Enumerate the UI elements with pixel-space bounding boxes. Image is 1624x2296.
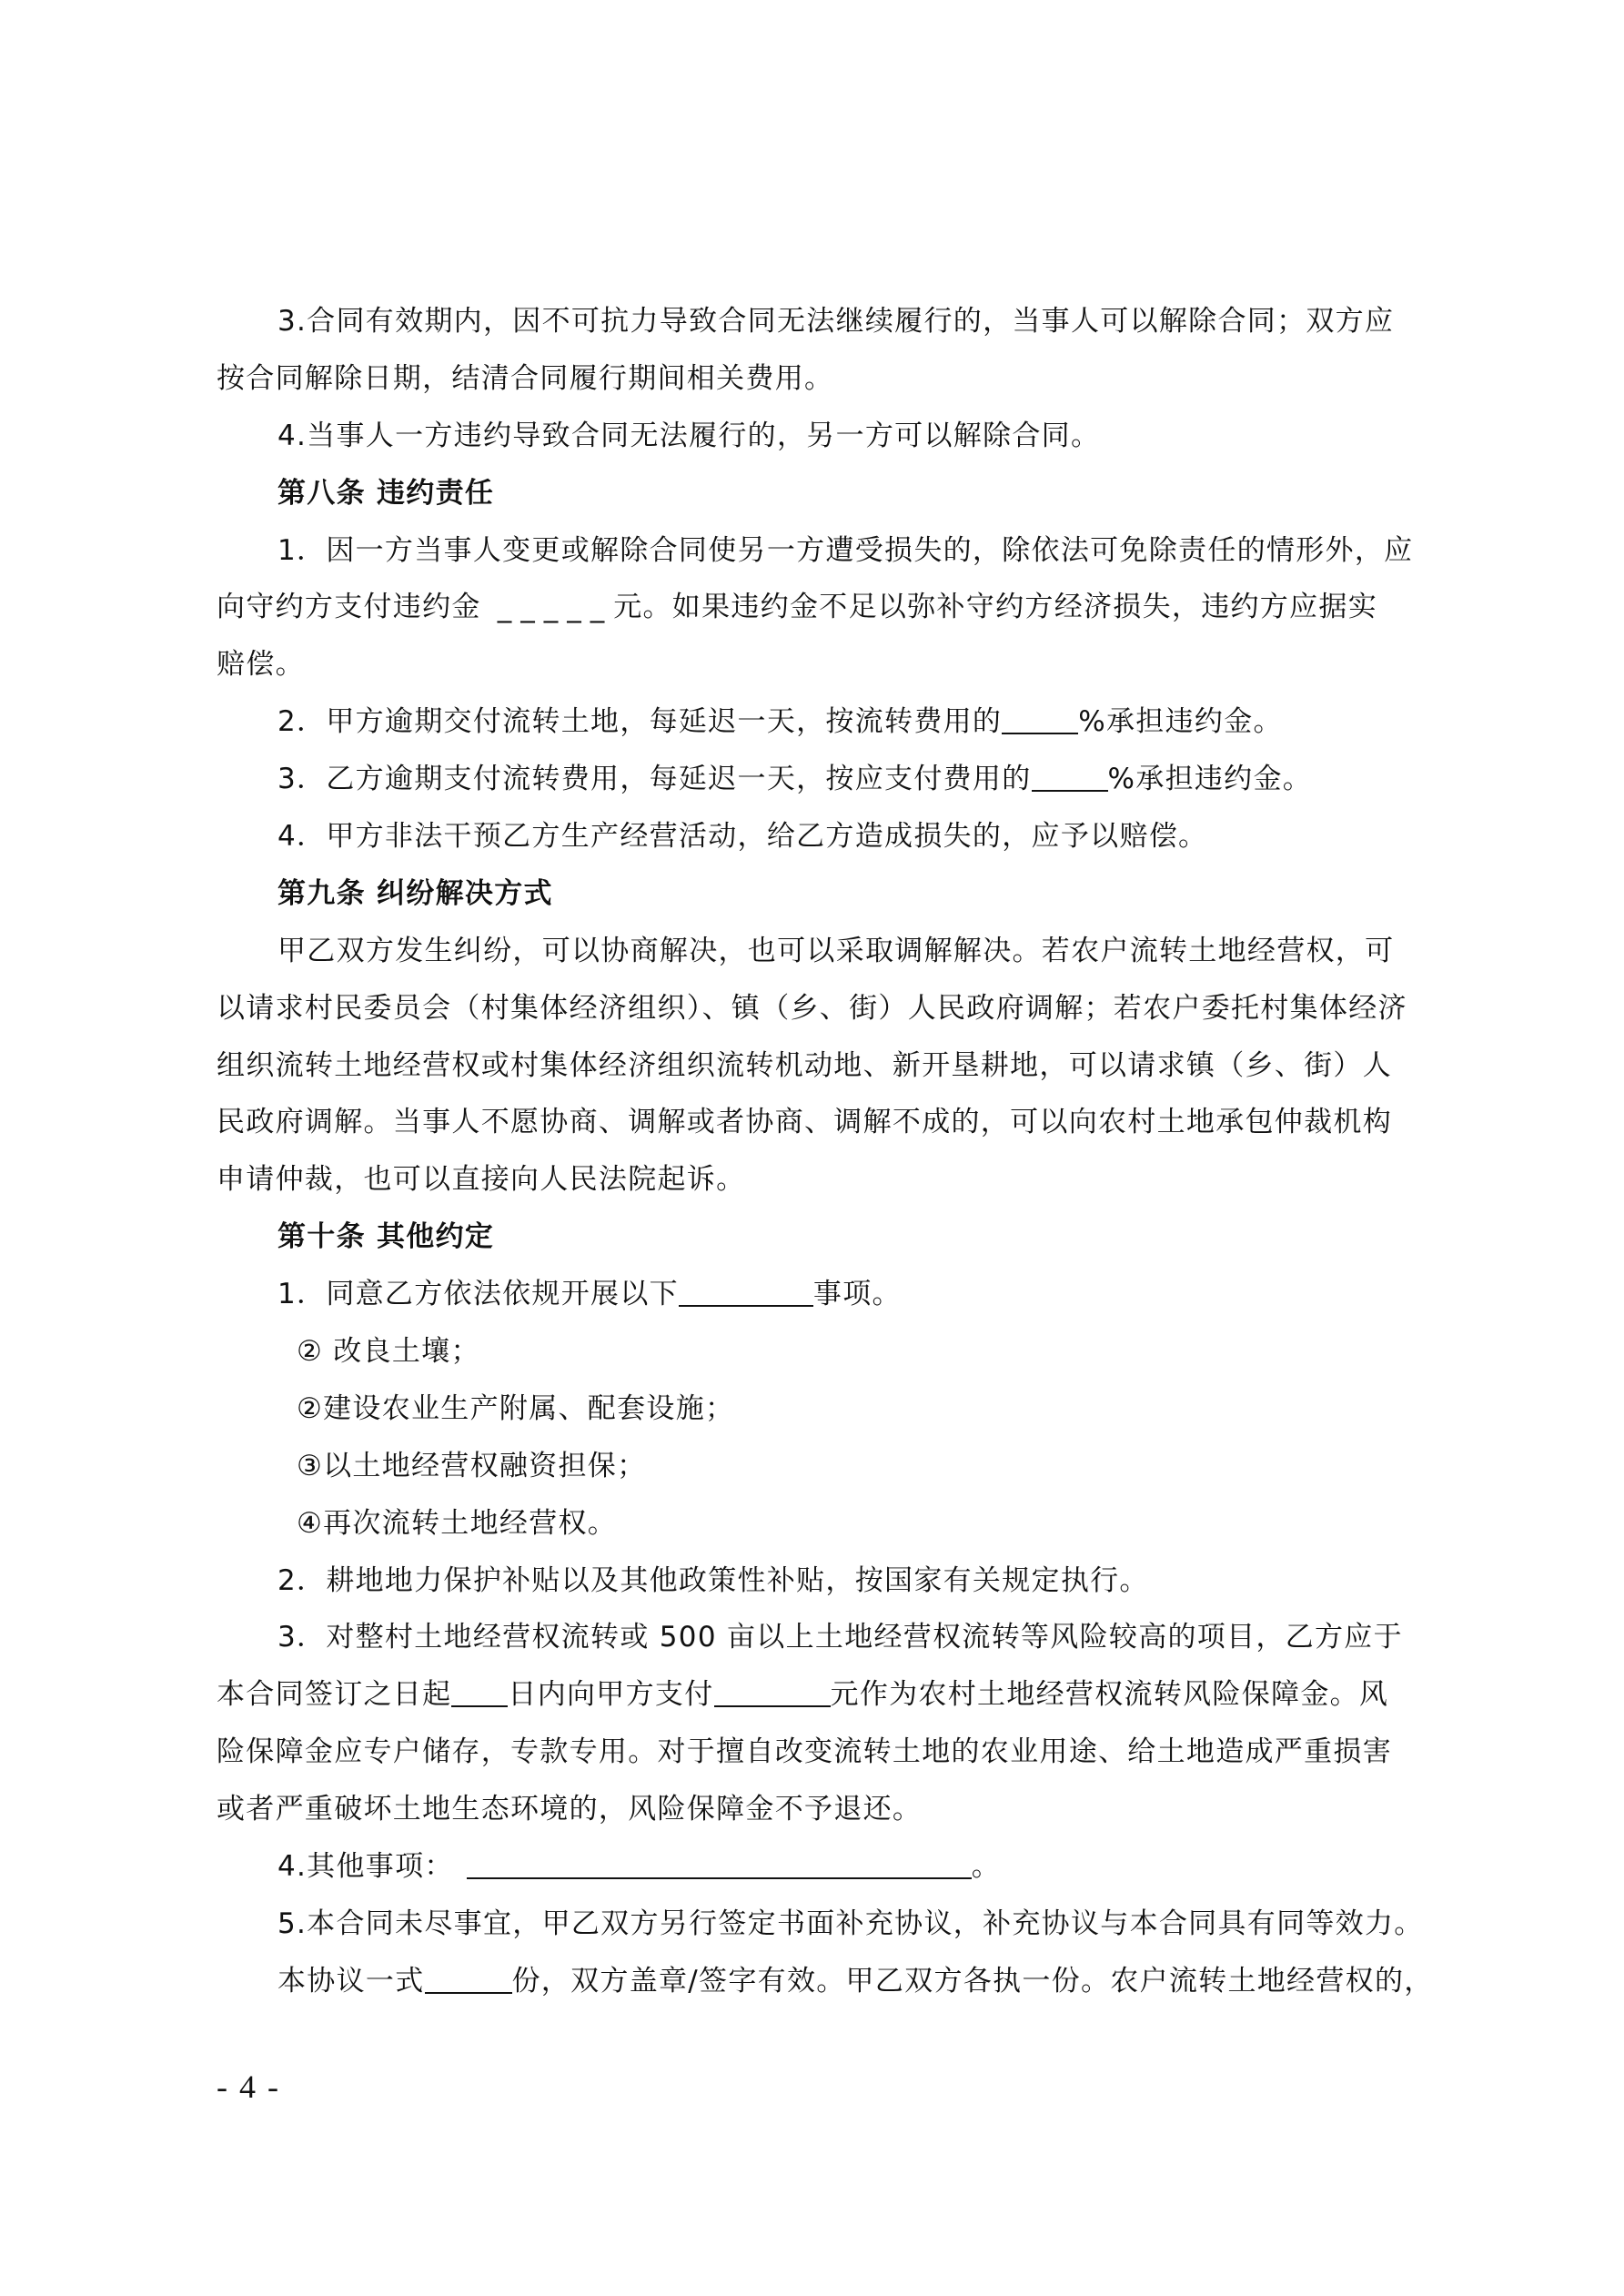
text-segment: 事项。 bbox=[812, 1278, 902, 1311]
paragraph-line: 4．甲方非法干预乙方生产经营活动，给乙方造成损失的，应予以赔偿。 bbox=[277, 820, 1208, 854]
paragraph-line bbox=[217, 1953, 1434, 2010]
paragraph-line: 4.当事人一方违约导致合同无法履行的，另一方可以解除合同。 bbox=[277, 419, 1101, 452]
text-segment: 1．同意乙方依法依规开展以下 bbox=[277, 1278, 679, 1311]
list-item: ③以土地经营权融资担保； bbox=[297, 1449, 647, 1482]
paragraph-line bbox=[217, 579, 1425, 636]
list-item: ②建设农业生产附属、配套设施； bbox=[297, 1391, 735, 1425]
paragraph-line: 或者严重破坏土地生态环境的，风险保障金不予退还。 bbox=[217, 1793, 923, 1826]
text-segment: 3．乙方逾期支付流转费用，每延迟一天，按应支付费用的 bbox=[277, 763, 1032, 796]
paragraph-line: 5.本合同未尽事宜，甲乙双方另行签定书面补充协议，补充协议与本合同具有同等效力。 bbox=[277, 1907, 1424, 1940]
paragraph-line bbox=[217, 693, 1425, 751]
text-segment: 本协议一式 bbox=[277, 1964, 425, 1998]
amount-blank bbox=[714, 1674, 831, 1707]
text-segment: 4.其他事项： bbox=[277, 1850, 454, 1884]
paragraph-line: 3．对整村土地经营权流转或 500 亩以上土地经营权流转等风险较高的项目，乙方应于 bbox=[277, 1621, 1403, 1654]
paragraph-line: 以请求村民委员会（村集体经济组织）、镇（乡、街）人民政府调解；若农户委托村集体经济 bbox=[217, 991, 1407, 1025]
penalty-amount-blank: _____ bbox=[497, 591, 614, 624]
paragraph-line: 按合同解除日期，结清合同履行期间相关费用。 bbox=[217, 361, 834, 395]
percent-blank bbox=[1032, 759, 1108, 792]
matters-blank bbox=[679, 1274, 813, 1307]
paragraph-line: 民政府调解。当事人不愿协商、调解或者协商、调解不成的，可以向农村土地承包仲裁机构 bbox=[217, 1106, 1392, 1139]
paragraph-line: 险保障金应专户储存，专款专用。对于擅自改变流转土地的农业用途、给土地造成严重损害 bbox=[217, 1735, 1392, 1769]
copies-blank bbox=[425, 1961, 512, 1994]
text-segment: 2．甲方逾期交付流转土地，每延迟一天，按流转费用的 bbox=[277, 705, 1003, 739]
section-heading-article-9: 第九条 纠纷解决方式 bbox=[277, 876, 553, 910]
paragraph-line bbox=[217, 751, 1425, 808]
section-heading-article-10: 第十条 其他约定 bbox=[277, 1220, 495, 1254]
text-segment: 元。如果违约金不足以弥补守约方经济损失，违约方应据实 bbox=[613, 591, 1377, 624]
list-item: ② 改良土壤； bbox=[297, 1335, 480, 1369]
text-segment: 份，双方盖章/签字有效。甲乙双方各执一份。农户流转土地经营权的， bbox=[511, 1964, 1434, 1998]
other-matters-blank bbox=[467, 1846, 972, 1879]
paragraph-line: 申请仲裁，也可以直接向人民法院起诉。 bbox=[217, 1163, 746, 1197]
days-blank bbox=[451, 1674, 508, 1707]
section-heading-article-8: 第八条 违约责任 bbox=[277, 476, 495, 510]
paragraph-line bbox=[217, 1266, 1425, 1323]
paragraph-line: 甲乙双方发生纠纷，可以协商解决，也可以采取调解解决。若农户流转土地经营权，可 bbox=[277, 934, 1395, 967]
paragraph-line: 组织流转土地经营权或村集体经济组织流转机动地、新开垦耕地，可以请求镇（乡、街）人 bbox=[217, 1048, 1392, 1082]
text-segment: 日内向甲方支付 bbox=[508, 1678, 714, 1712]
page-number: - 4 - bbox=[217, 2068, 280, 2105]
text-segment: 元作为农村土地经营权流转风险保障金。风 bbox=[830, 1678, 1389, 1712]
paragraph-line: 1．因一方当事人变更或解除合同使另一方遭受损失的，除依法可免除责任的情形外，应 bbox=[277, 533, 1414, 567]
list-item: ④再次流转土地经营权。 bbox=[297, 1506, 618, 1540]
paragraph-line: 2．耕地地力保护补贴以及其他政策性补贴，按国家有关规定执行。 bbox=[277, 1563, 1149, 1597]
paragraph-line: 赔偿。 bbox=[217, 648, 305, 682]
paragraph-line: 3.合同有效期内，因不可抗力导致合同无法继续履行的，当事人可以解除合同；双方应 bbox=[277, 305, 1395, 338]
document-body bbox=[217, 293, 1434, 2010]
text-segment: %承担违约金。 bbox=[1078, 705, 1283, 739]
text-segment: 。 bbox=[971, 1850, 1001, 1884]
text-segment: %承担违约金。 bbox=[1107, 763, 1313, 796]
text-segment: 本合同签订之日起 bbox=[217, 1678, 452, 1712]
paragraph-line bbox=[217, 1838, 1425, 1896]
text-segment: 向守约方支付违约金 bbox=[217, 591, 481, 624]
percent-blank bbox=[1002, 702, 1078, 734]
paragraph-line bbox=[217, 1666, 1425, 1724]
